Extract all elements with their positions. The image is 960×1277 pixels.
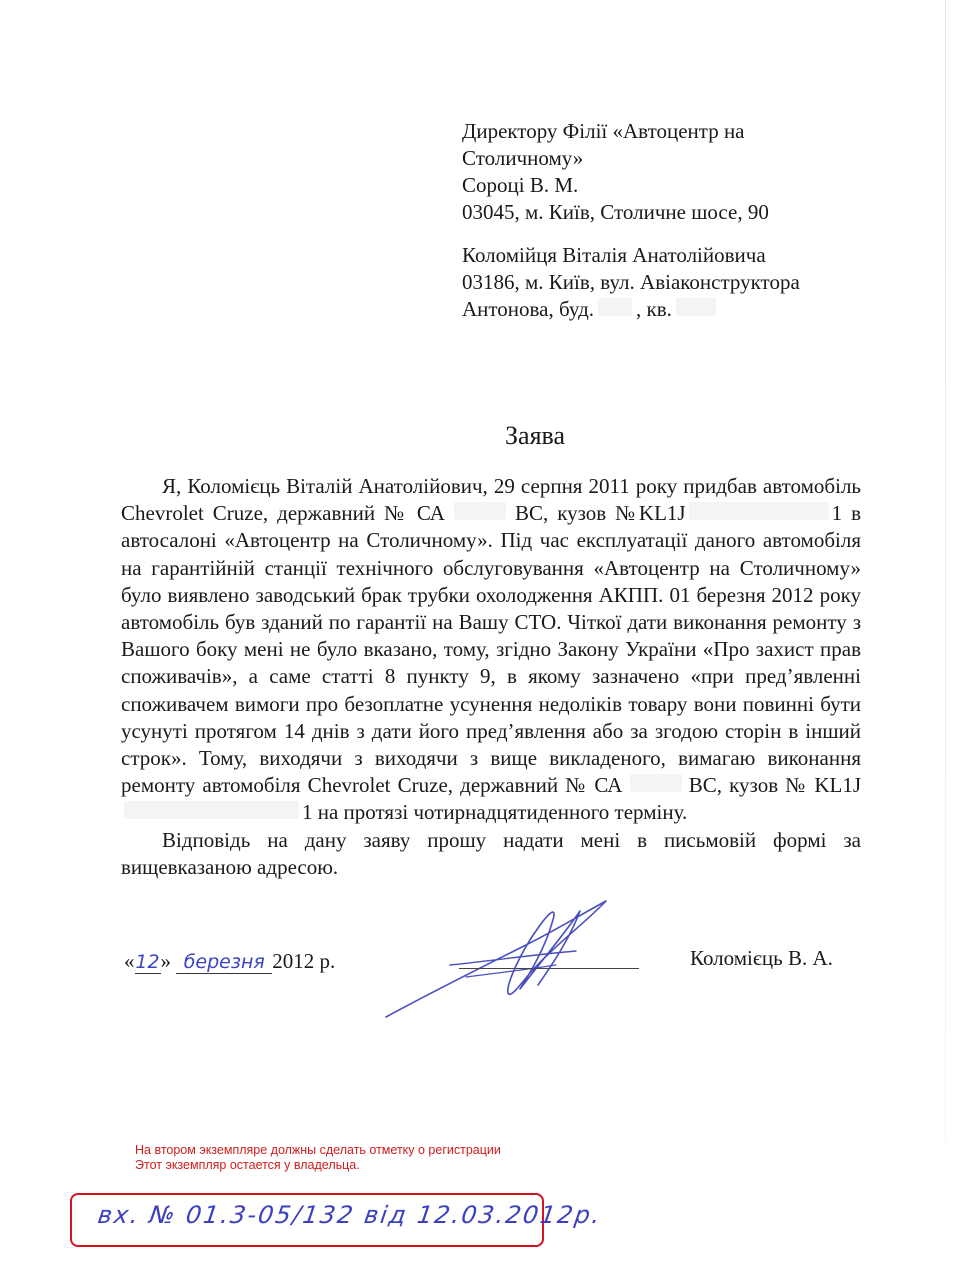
body-text-part: 1 в автосалоні «Автоцентр на Столичному». Під час експлуатації даного автомобіля на гарантійній станції технічного обслуговування «Автоцентр на Столичному» було виявлено заводський брак трубки охолодження АКПП. 01 березня 2012 року автомобіль був зданий по гарантії на Вашу СТО. Чіткої дати виконання ремонту з Вашого боку мені не було вказано, тому, згідно Закону України «Про захист прав споживачів», а саме статті 8 пункту 9, в якому зазначено «при пред’явленні споживачем вимоги про безоплатне усунення недоліків товару вони повинні бути усунуті протягом 14 днів з дати його пред’явлення або за згодою сторін в інший строк». Тому, виходячи з виходячи з вище викладеного, вимагаю виконання ремонту автомобіля Chevrolet Cruze, державний № СА	[121, 501, 862, 798]
addressee-line: 03045, м. Київ, Столичне шосе, 90	[462, 200, 769, 224]
date-month: березня	[176, 951, 272, 974]
registration-mark: вх. № 01.3-05/132 від 12.03.2012р.	[96, 1201, 604, 1229]
redacted-house	[598, 298, 632, 316]
addressee-line: Столичному»	[462, 146, 584, 170]
document-body	[121, 473, 861, 881]
date-day: 12	[135, 951, 160, 973]
body-paragraph	[121, 473, 861, 827]
sender-block	[462, 242, 862, 323]
sender-line	[462, 296, 862, 323]
body-text-part: ВС, кузов № KL1J	[688, 773, 861, 798]
sender-line-part: Антонова, буд.	[462, 297, 594, 321]
body-text-part: 1 на протязі чотирнадцятиденного терміну.	[302, 800, 688, 825]
date-open-quote: «	[124, 949, 135, 973]
redacted-apartment	[676, 298, 716, 316]
addressee-line: Сороці В. М.	[462, 173, 579, 197]
sender-line-part: , кв.	[636, 297, 672, 321]
sender-line: Коломійця Віталія Анатолійовича	[462, 243, 766, 267]
body-text-part: Я, Коломієць Віталій Анатолійович, 29 серпня 2011 року придбав автомобіль Chevrolet Cruze, державний № СА	[121, 474, 861, 526]
redacted-vin	[124, 801, 299, 819]
body-text-part: ВС, кузов №KL1J	[514, 501, 686, 526]
note-line: Этот экземпляр остается у владельца.	[135, 1158, 360, 1172]
registration-note	[135, 1143, 501, 1173]
redacted-plate-number	[630, 774, 682, 792]
redacted-plate-number	[454, 502, 506, 520]
signer-name: Коломієць В. А.	[690, 946, 833, 970]
page-edge	[945, 0, 946, 1140]
note-line: На втором экземпляре должны сделать отметку о регистрации	[135, 1143, 501, 1157]
addressee-line: Директору Філії «Автоцентр на	[462, 119, 745, 143]
document-title: Заява	[505, 421, 565, 450]
date-line	[124, 949, 335, 974]
redacted-vin	[689, 502, 829, 520]
handwritten-signature	[380, 893, 620, 1023]
sender-line: 03186, м. Київ, вул. Авіаконструктора	[462, 270, 800, 294]
date-year: 2012 р.	[272, 949, 336, 973]
date-close-quote: »	[160, 949, 171, 973]
signature-line	[459, 968, 639, 969]
addressee-block	[462, 118, 862, 226]
body-paragraph: Відповідь на дану заяву прошу надати мені в письмовій формі за вищевказаною адресою.	[121, 827, 861, 879]
